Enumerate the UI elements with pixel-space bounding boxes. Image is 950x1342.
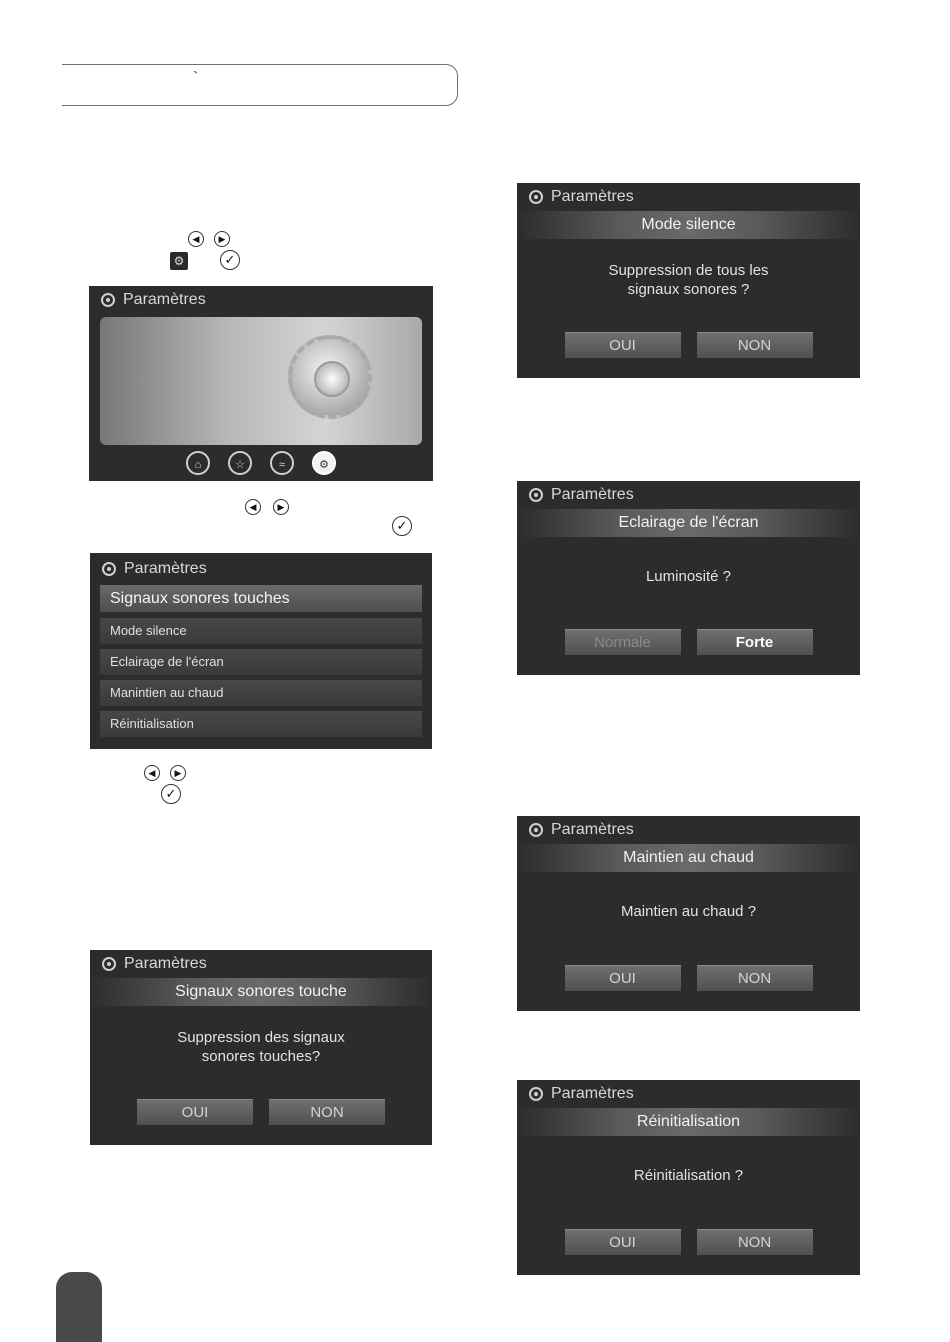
dialog-maintien (517, 816, 860, 1011)
settings-icon[interactable]: ⚙ (312, 451, 336, 475)
non-button[interactable]: NON (269, 1099, 385, 1125)
oui-button[interactable]: OUI (137, 1099, 253, 1125)
gear-icon (529, 488, 543, 502)
home-settings-screen (89, 286, 433, 481)
question-line: sonores touches? (201, 1048, 321, 1065)
dialog-banner: Eclairage de l'écran (517, 509, 860, 537)
dialog-reinit (517, 1080, 860, 1275)
header-mark: ` (193, 70, 199, 87)
oui-button[interactable]: OUI (565, 1229, 681, 1255)
star-icon[interactable]: ☆ (228, 451, 252, 475)
normale-button[interactable]: Normale (565, 629, 681, 655)
screen-title: Paramètres (551, 1085, 634, 1102)
dialog-signaux (90, 950, 432, 1145)
cloche-icon[interactable]: ⌂ (186, 451, 210, 475)
dialog-banner: Mode silence (517, 211, 860, 239)
question-line: Luminosité ? (645, 568, 732, 585)
settings-thumb-icon: ⚙ (170, 252, 188, 270)
oui-button[interactable]: OUI (565, 332, 681, 358)
mode-icon-row (89, 451, 433, 475)
section-header-box (62, 64, 458, 106)
screen-title: Paramètres (124, 560, 207, 577)
dialog-silence (517, 183, 860, 378)
gear-icon (101, 293, 115, 307)
validate-check-icon: ✓ (220, 250, 240, 270)
menu-item-maintien[interactable]: Manintien au chaud (100, 680, 422, 706)
question-line: Réinitialisation ? (633, 1167, 744, 1184)
question-line: signaux sonores ? (627, 281, 750, 298)
steam-icon[interactable]: ≈ (270, 451, 294, 475)
screen-header (90, 950, 432, 978)
menu-item-signaux[interactable]: Signaux sonores touches (100, 585, 422, 612)
screen-header (517, 183, 860, 211)
screen-header (517, 481, 860, 509)
screen-header (89, 286, 433, 314)
dialog-question (90, 1028, 432, 1066)
validate-check-icon: ✓ (392, 516, 412, 536)
large-gear-icon (288, 335, 372, 419)
oui-button[interactable]: OUI (565, 965, 681, 991)
dialog-banner: Réinitialisation (517, 1108, 860, 1136)
right-arrow-icon: ▶ (214, 231, 230, 247)
question-line: Suppression de tous les (608, 262, 769, 279)
screen-title: Paramètres (124, 955, 207, 972)
screen-header (517, 816, 860, 844)
left-arrow-icon: ◀ (144, 765, 160, 781)
gear-icon (529, 190, 543, 204)
screen-header (90, 553, 432, 585)
gear-icon (529, 823, 543, 837)
question-line: Suppression des signaux (177, 1029, 345, 1046)
menu-item-silence[interactable]: Mode silence (100, 618, 422, 644)
screen-title: Paramètres (551, 821, 634, 838)
dialog-question (517, 902, 860, 921)
screen-title: Paramètres (551, 486, 634, 503)
page-number-tab (56, 1272, 102, 1342)
non-button[interactable]: NON (697, 965, 813, 991)
left-arrow-icon: ◀ (245, 499, 261, 515)
dialog-question (517, 567, 860, 586)
button-row (517, 965, 860, 991)
menu-item-eclairage[interactable]: Eclairage de l'écran (100, 649, 422, 675)
dialog-question (517, 1166, 860, 1185)
settings-menu-screen (90, 553, 432, 749)
non-button[interactable]: NON (697, 1229, 813, 1255)
validate-check-icon: ✓ (161, 784, 181, 804)
forte-button[interactable]: Forte (697, 629, 813, 655)
gear-icon (529, 1087, 543, 1101)
dialog-banner: Signaux sonores touche (90, 978, 432, 1006)
dialog-eclairage (517, 481, 860, 675)
gear-icon (102, 562, 116, 576)
right-arrow-icon: ▶ (273, 499, 289, 515)
dialog-question (517, 261, 860, 299)
menu-item-reinit[interactable]: Réinitialisation (100, 711, 422, 737)
settings-preview-panel (100, 317, 422, 445)
button-row (517, 629, 860, 655)
screen-header (517, 1080, 860, 1108)
left-arrow-icon: ◀ (188, 231, 204, 247)
non-button[interactable]: NON (697, 332, 813, 358)
dialog-banner: Maintien au chaud (517, 844, 860, 872)
question-line: Maintien au chaud ? (620, 903, 757, 920)
screen-title: Paramètres (123, 291, 206, 308)
button-row (517, 332, 860, 358)
right-arrow-icon: ▶ (170, 765, 186, 781)
screen-title: Paramètres (551, 188, 634, 205)
button-row (90, 1099, 432, 1125)
gear-icon (102, 957, 116, 971)
button-row (517, 1229, 860, 1255)
